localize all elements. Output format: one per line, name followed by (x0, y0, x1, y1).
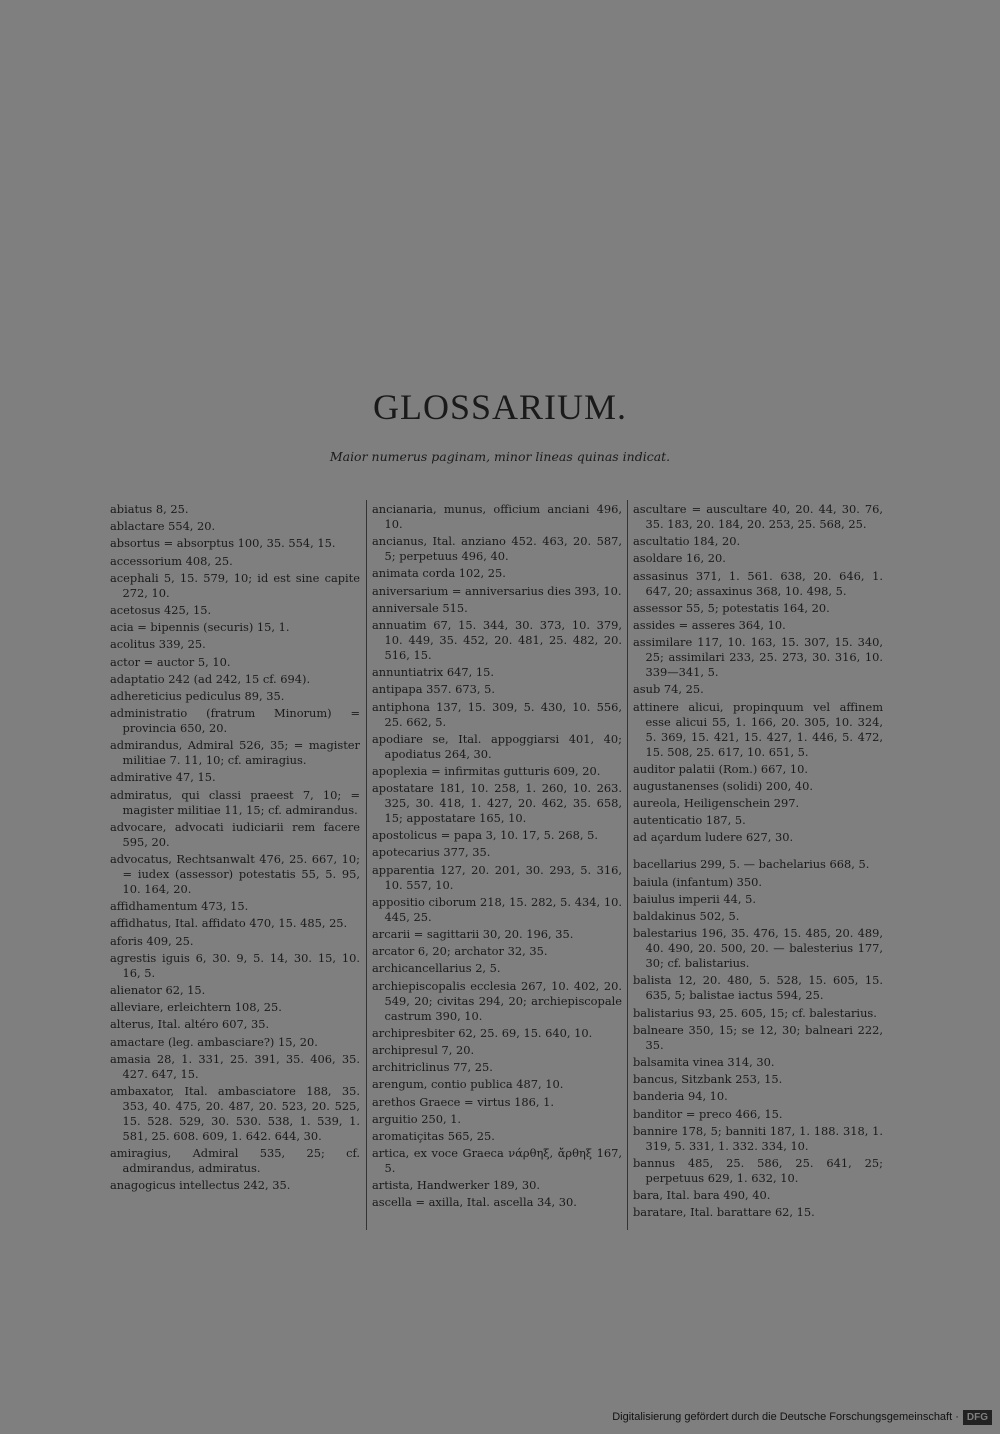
glossary-entry: augustanenses (solidi) 200, 40. (633, 778, 813, 793)
glossary-entry: assasinus 371, 1. 561. 638, 20. 646, 1. 647, 20; assaxinus 368, 10. 498, 5. (633, 568, 883, 598)
glossary-entry: arengum, contio publica 487, 10. (372, 1077, 564, 1092)
glossary-entry: actor = auctor 5, 10. (110, 654, 231, 669)
glossary-entry: apostolicus = papa 3, 10. 17, 5. 268, 5. (372, 828, 598, 843)
glossary-entry: assides = asseres 364, 10. (633, 617, 786, 632)
glossary-entry: anagogicus intellectus 242, 35. (110, 1178, 291, 1193)
glossary-entry: ancianus, Ital. anziano 452. 463, 20. 587, 5; perpetuus 496, 40. (372, 534, 622, 564)
glossary-entry: apotecarius 377, 35. (372, 845, 491, 860)
glossary-entry: balistarius 93, 25. 605, 15; cf. balestarius. (633, 1005, 877, 1020)
glossary-entry: annuatim 67, 15. 344, 30. 373, 10. 379, 10. 449, 35. 452, 20. 481, 25. 482, 20. 516, 15. (372, 617, 622, 662)
glossary-entry: administratio (fratrum Minorum) = provincia 650, 20. (110, 706, 360, 736)
glossary-entry: autenticatio 187, 5. (633, 813, 746, 828)
glossary-entry: appositio ciborum 218, 15. 282, 5. 434, 10. 445, 25. (372, 894, 622, 924)
glossary-entry: ascultatio 184, 20. (633, 534, 741, 549)
glossary-entry: ambaxator, Ital. ambasciatore 188, 35. 353, 40. 475, 20. 487, 20. 523, 20. 525, 15. 528. 529, 30. 530. 538, 1. 539, 1. 581, 25. 608. 609, 1. 642. 644, 30. (110, 1083, 360, 1143)
glossary-entry: apodiare se, Ital. appoggiarsi 401, 40; apodiatus 264, 30. (372, 731, 622, 761)
glossary-entry: amasia 28, 1. 331, 25. 391, 35. 406, 35. 427. 647, 15. (110, 1051, 360, 1081)
glossary-entry: apoplexia = infirmitas gutturis 609, 20. (372, 763, 601, 778)
glossary-entry: asoldare 16, 20. (633, 551, 726, 566)
glossary-entry: apparentia 127, 20. 201, 30. 293, 5. 316, 10. 557, 10. (372, 862, 622, 892)
glossary-entry: anniversale 515. (372, 600, 468, 615)
glossary-entry: balestarius 196, 35. 476, 15. 485, 20. 489, 40. 490, 20. 500, 20. — balesterius 177, 30; cf. balistarius. (633, 926, 883, 971)
glossary-entry: archipresul 7, 20. (372, 1042, 475, 1057)
glossary-entry: auditor palatii (Rom.) 667, 10. (633, 761, 809, 776)
glossary-entry: admirative 47, 15. (110, 770, 216, 785)
glossary-entry: agrestis iguis 6, 30. 9, 5. 14, 30. 15, 10. 16, 5. (110, 950, 360, 980)
glossary-entry: ancianaria, munus, officium anciani 496, 10. (372, 502, 622, 531)
glossary-entry: arcator 6, 20; archator 32, 35. (372, 944, 548, 959)
glossary-entry: bacellarius 299, 5. — bachelarius 668, 5. (633, 857, 870, 872)
glossary-entry: baiulus imperii 44, 5. (633, 891, 756, 906)
glossary-entry: bannus 485, 25. 586, 25. 641, 25; perpetuus 629, 1. 632, 10. (633, 1155, 883, 1185)
glossary-entry: aforis 409, 25. (110, 933, 194, 948)
page-subtitle: Maior numerus paginam, minor lineas quinas indicat. (329, 449, 671, 464)
glossary-entry: amiragius, Admiral 535, 25; cf. admirandus, admiratus. (110, 1146, 360, 1176)
glossary-entry: arethos Graece = virtus 186, 1. (372, 1094, 554, 1109)
glossary-column-right (633, 502, 883, 1222)
glossary-entry: arguitio 250, 1. (372, 1111, 462, 1126)
glossary-entry: bancus, Sitzbank 253, 15. (633, 1072, 783, 1087)
glossary-entry: apostatare 181, 10. 258, 1. 260, 10. 263. 325, 30. 418, 1. 427, 20. 462, 35. 658, 15; appostatare 165, 10. (372, 781, 622, 826)
glossary-entry: advocatus, Rechtsanwalt 476, 25. 667, 10; = iudex (assessor) potestatis 55, 5. 95, 10. 164, 20. (110, 852, 360, 896)
glossary-entry: asub 74, 25. (633, 682, 704, 697)
glossary-entry: banderia 94, 10. (633, 1089, 728, 1104)
glossary-entry: advocare, advocati iudiciarii rem facere 595, 20. (110, 819, 360, 849)
glossary-entry: admirandus, Admiral 526, 35; = magister militiae 7. 11, 10; cf. amiragius. (110, 738, 360, 768)
glossary-entry: balista 12, 20. 480, 5. 528, 15. 605, 15. 635, 5; balistae iactus 594, 25. (633, 973, 883, 1003)
glossary-entry: architriclinus 77, 25. (372, 1060, 493, 1075)
glossary-entry: affidhatus, Ital. affidato 470, 15. 485, 25. (110, 916, 348, 931)
glossary-entry: balsamita vinea 314, 30. (633, 1054, 775, 1069)
glossary-column-left (110, 502, 360, 1195)
glossary-column-middle (372, 502, 622, 1213)
glossary-entry: arcarii = sagittarii 30, 20. 196, 35. (372, 927, 574, 941)
page-title: GLOSSARIUM. (372, 387, 628, 427)
glossary-entry: aniversarium = anniversarius dies 393, 10. (372, 583, 622, 598)
glossary-entry: affidhamentum 473, 15. (110, 899, 249, 914)
glossary-entry: artica, ex voce Graeca νάρθηξ, ἄρθηξ 167, 5. (372, 1146, 622, 1176)
glossary-entry: alleviare, erleichtern 108, 25. (110, 1000, 282, 1015)
glossary-entry: artista, Handwerker 189, 30. (372, 1178, 541, 1193)
glossary-entry: assimilare 117, 10. 163, 15. 307, 15. 340, 25; assimilari 233, 25. 273, 30. 316, 10. 339—341, 5. (633, 635, 883, 680)
glossary-entry: ablactare 554, 20. (110, 519, 216, 534)
glossary-entry: banditor = preco 466, 15. (633, 1106, 783, 1121)
glossary-entry: archiepiscopalis ecclesia 267, 10. 402, 20. 549, 20; civitas 294, 20; archiepiscopale castrum 390, 10. (372, 978, 622, 1023)
glossary-entry: antipapa 357. 673, 5. (372, 682, 495, 697)
glossary-entry: antiphona 137, 15. 309, 5. 430, 10. 556, 25. 662, 5. (372, 699, 622, 729)
glossary-entry: acephali 5, 15. 579, 10; id est sine capite 272, 10. (110, 570, 360, 600)
glossary-entry: ascella = axilla, Ital. ascella 34, 30. (372, 1195, 577, 1210)
glossary-entry: absortus = absorptus 100, 35. 554, 15. (110, 536, 336, 551)
glossary-entry: attinere alicui, propinquum vel affinem esse alicui 55, 1. 166, 20. 305, 10. 324, 5. 369, 15. 421, 15. 427, 1. 446, 5. 472, 15. 508, 25. 617, 10. 651, 5. (633, 699, 883, 759)
glossary-entry: aromatiçitas 565, 25. (372, 1128, 495, 1143)
glossary-entry: accessorium 408, 25. (110, 553, 233, 568)
glossary-entry: annuntiatrix 647, 15. (372, 665, 494, 680)
glossary-entry: admiratus, qui classi praeest 7, 10; = magister militiae 11, 15; cf. admirandus. (110, 787, 360, 817)
glossary-entry: amactare (leg. ambasciare?) 15, 20. (110, 1034, 318, 1049)
glossary-entry: acetosus 425, 15. (110, 602, 212, 617)
glossary-entry: baiula (infantum) 350. (633, 874, 763, 889)
glossary-entry: abiatus 8, 25. (110, 502, 189, 516)
glossary-entry: alienator 62, 15. (110, 982, 206, 997)
glossary-entry: ascultare = auscultare 40, 20. 44, 30. 76, 35. 183, 20. 184, 20. 253, 25. 568, 25. (633, 502, 883, 531)
dfg-logo: DFG (963, 1410, 992, 1425)
column-divider (627, 500, 628, 1230)
glossary-entry: balneare 350, 15; se 12, 30; balneari 222, 35. (633, 1022, 883, 1052)
glossary-entry: acolitus 339, 25. (110, 637, 206, 652)
glossary-entry: assessor 55, 5; potestatis 164, 20. (633, 600, 830, 615)
glossary-entry: archicancellarius 2, 5. (372, 961, 501, 976)
glossary-entry: ad açardum ludere 627, 30. (633, 830, 794, 845)
glossary-entry: animata corda 102, 25. (372, 566, 506, 581)
footer (612, 1406, 992, 1428)
glossary-entry: archipresbiter 62, 25. 69, 15. 640, 10. (372, 1025, 593, 1040)
glossary-entry: acia = bipennis (securis) 15, 1. (110, 620, 290, 635)
glossary-entry: adhereticius pediculus 89, 35. (110, 688, 285, 703)
footer-credit: Digitalisierung gefördert durch die Deutsche Forschungsgemeinschaft · (612, 1411, 959, 1423)
glossary-entry: bara, Ital. bara 490, 40. (633, 1188, 771, 1203)
glossary-entry: adaptatio 242 (ad 242, 15 cf. 694). (110, 671, 311, 686)
glossary-entry: alterus, Ital. altéro 607, 35. (110, 1017, 270, 1032)
column-divider (366, 500, 367, 1230)
glossary-entry: baldakinus 502, 5. (633, 909, 740, 923)
glossary-entry: aureola, Heiligenschein 297. (633, 796, 800, 811)
glossary-entry: bannire 178, 5; banniti 187, 1. 188. 318, 1. 319, 5. 331, 1. 332. 334, 10. (633, 1123, 883, 1153)
glossary-entry: baratare, Ital. barattare 62, 15. (633, 1205, 815, 1220)
